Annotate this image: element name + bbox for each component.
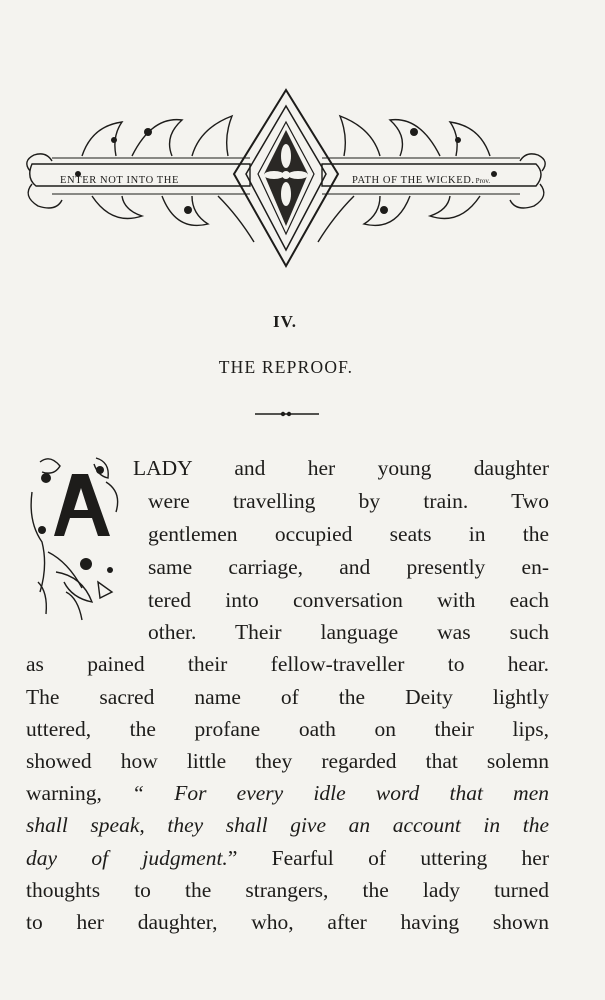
body-line-6: other. Their language was such bbox=[148, 620, 549, 644]
body-line-2: were travelling by train. Two bbox=[148, 489, 549, 513]
body-line-10: showed how little they regarded that solemn bbox=[26, 749, 549, 773]
body-line-3: gentlemen occupied seats in the bbox=[148, 522, 549, 546]
decorated-drop-cap bbox=[26, 452, 126, 624]
body-line-8: The sacred name of the Deity lightly bbox=[26, 685, 549, 709]
chapter-title: THE REPROOF. bbox=[218, 357, 354, 377]
body-line-5: tered into conversation with each bbox=[148, 588, 549, 612]
body-line-4: same carriage, and presently en- bbox=[148, 555, 549, 579]
body-line-14: thoughts to the strangers, the lady turned bbox=[26, 878, 549, 902]
ribbon-text-right-main: PATH OF THE WICKED. bbox=[352, 175, 475, 186]
body-line-12-italic: shall speak, they shall give an account in the bbox=[26, 813, 549, 837]
body-line-13 bbox=[26, 845, 549, 871]
body-line-11-italic: “ For every idle word that men bbox=[132, 781, 549, 805]
body-line-13-italic: day of judgment. bbox=[26, 846, 228, 870]
ribbon-text-left: ENTER NOT INTO THE bbox=[60, 175, 179, 186]
body-line-11 bbox=[26, 780, 549, 806]
ribbon-reference: Prov. bbox=[475, 177, 491, 185]
chapter-number: IV. bbox=[273, 312, 297, 331]
ribbon-text-right bbox=[352, 175, 490, 186]
body-line-15: to her daughter, who, after having shown bbox=[26, 910, 549, 934]
section-divider bbox=[255, 408, 319, 420]
body-line-13-roman: ” Fearful of uttering her bbox=[227, 846, 549, 870]
body-line-1: LADY and her young daughter bbox=[133, 456, 549, 480]
body-line-9: uttered, the profane oath on their lips, bbox=[26, 717, 549, 741]
drop-cap-letter: A bbox=[80, 532, 82, 533]
body-line-11-roman: warning, bbox=[26, 781, 133, 805]
body-line-7: as pained their fellow-traveller to hear. bbox=[26, 652, 549, 676]
body-line-12 bbox=[26, 812, 549, 838]
